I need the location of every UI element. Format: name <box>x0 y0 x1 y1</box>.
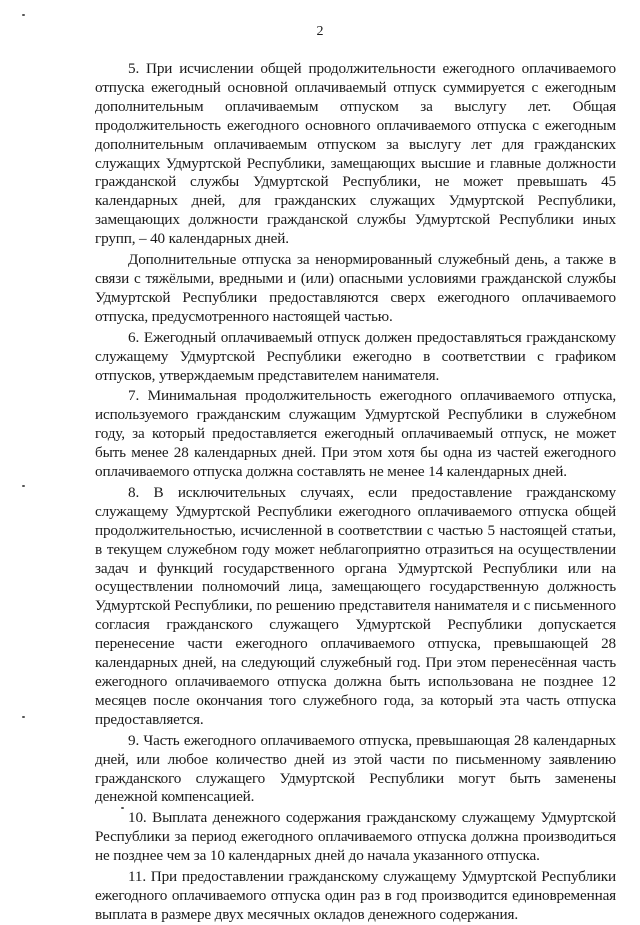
scan-speck <box>22 14 25 16</box>
scan-speck <box>22 485 25 487</box>
paragraph-additional-leave: Дополнительные отпуска за ненормированный служебный день, а также в связи с тяжёлыми, вредными и (или) опасными условиями гражданской службы Удмуртской Республики предоставляются сверх ежегодного оплачиваемого отпуска, предусмотренного настоящей частью. <box>95 251 616 325</box>
paragraph-part-9: 9. Часть ежегодного оплачиваемого отпуска, превышающая 28 календарных дней, или любое количество дней из этой части по письменному заявлению гражданского служащего Удмуртской Республики могут быть заменены денежной компенсацией. <box>95 731 616 806</box>
document-body <box>95 60 616 925</box>
paragraph-part-7: 7. Минимальная продолжительность ежегодного оплачиваемого отпуска, используемого гражданским служащим Удмуртской Республики в служебном году, за который предоставляется ежегодный оплачиваемый отпуск, не может быть менее 28 календарных дней. При этом хотя бы одна из частей ежегодного оплачиваемого отпуска должна составлять не менее 14 календарных дней. <box>95 387 616 481</box>
paragraph-part-5: 5. При исчислении общей продолжительности ежегодного оплачиваемого отпуска ежегодный основной оплачиваемый отпуск суммируется с ежегодным дополнительным оплачиваемым отпуском за выслугу лет. Общая продолжительность ежегодного основного оплачиваемого отпуска с ежегодным дополнительным оплачиваемым отпуском за выслугу лет для гражданских служащих Удмуртской Республики, замещающих высшие и главные должности гражданской службы Удмуртской Республики, не может превышать 45 календарных дней, для гражданских служащих Удмуртской Республики, замещающих должности гражданской службы Удмуртской Республики иных групп, – 40 календарных дней. <box>95 60 616 248</box>
paragraph-part-11: 11. При предоставлении гражданскому служащему Удмуртской Республики ежегодного оплачиваемого отпуска один раз в год производится единовременная выплата в размере двух месячных окладов денежного содержания. <box>95 868 616 923</box>
paragraph-part-8: 8. В исключительных случаях, если предоставление гражданскому служащему Удмуртской Республики ежегодного оплачиваемого отпуска общей продолжительностью, исчисленной в соответствии с частью 5 настоящей статьи, в текущем служебном году может неблагоприятно отразиться на осуществлении задач и функций государственного органа Удмуртской Республики или на осуществлении полномочий лица, замещающего государственную должность Удмуртской Республики, по решению представителя нанимателя и с письменного согласия гражданского служащего Удмуртской Республики допускается перенесение части ежегодного оплачиваемого отпуска, превышающей 28 календарных дней, на следующий служебный год. При этом перенесённая часть ежегодного оплачиваемого отпуска должна быть использована не позднее 12 месяцев после окончания того служебного года, за который эта часть отпуска предоставляется. <box>95 483 616 728</box>
paragraph-part-6: 6. Ежегодный оплачиваемый отпуск должен предоставляться гражданскому служащему Удмуртской Республики ежегодно в соответствии с графиком отпусков, утверждаемым представителем нанимателя. <box>95 328 616 384</box>
page-number: 2 <box>316 24 324 39</box>
scan-speck <box>22 716 25 718</box>
paragraph-part-10: 10. Выплата денежного содержания гражданскому служащему Удмуртской Республики за период ежегодного оплачиваемого отпуска должна производиться не позднее чем за 10 календарных дней до начала указанного отпуска. <box>95 809 616 865</box>
